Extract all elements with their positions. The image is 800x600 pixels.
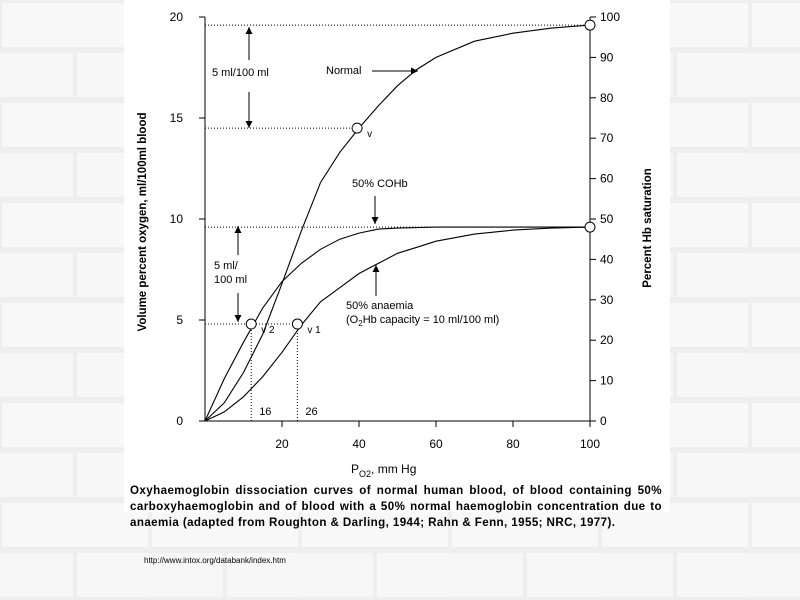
point-marker: [352, 123, 362, 133]
point-marker: [246, 319, 256, 329]
label-cohb: 50% COHb: [352, 178, 408, 190]
figure-caption: Oxyhaemoglobin dissociation curves of normal human blood, of blood containing 50% carboxyhaemoglobin and of blood with a 50% normal haemoglobin concentration due to anaemia (adapted from Roughton & Darling, 1944; Rahn & Fenn, 1955; NRC, 1977).: [130, 484, 662, 529]
y-axis-label: Volume percent oxygen, ml/100ml blood: [137, 112, 149, 332]
y2-tick-label: 40: [600, 252, 614, 267]
point-marker: [292, 319, 302, 329]
y2-tick-label: 100: [600, 10, 621, 24]
point-label: v: [367, 129, 373, 141]
x-tick-label: 60: [429, 437, 443, 451]
guide-value-label: 26: [305, 406, 318, 418]
diff-top-arrow-up-head: [246, 27, 253, 34]
normal-arrow-head: [411, 68, 418, 75]
label-diff-top: 5 ml/100 ml: [212, 67, 269, 79]
x-tick-label: 20: [275, 437, 289, 451]
y2-tick-label: 50: [600, 212, 614, 226]
y-tick-label: 5: [176, 313, 183, 327]
guide-value-label: 16: [259, 406, 272, 418]
y2-tick-label: 90: [600, 50, 614, 65]
y2-tick-label: 60: [600, 171, 614, 186]
label-diff-bottom-1: 5 ml/: [214, 260, 238, 272]
source-url: http://www.intox.org/databank/index.htm: [144, 556, 286, 565]
y2-axis-label: Percent Hb saturation: [642, 168, 654, 288]
point-label: v 2: [261, 325, 275, 337]
y2-tick-label: 0: [600, 414, 607, 428]
guides: [205, 25, 590, 421]
series-lines: [205, 25, 590, 421]
y2-tick-label: 70: [600, 131, 614, 146]
label-anaemia-capacity: ($O_2Hb$ capacity = 10 ml/100 ml): [346, 314, 500, 328]
diff-bottom-arrow-down-head: [235, 315, 242, 322]
label-anaemia: 50% anaemia: [346, 300, 414, 312]
series-line-0: [205, 25, 590, 421]
y-tick-label: 0: [176, 414, 183, 428]
x-tick-label: 100: [579, 437, 601, 451]
label-diff-bottom-2: 100 ml: [214, 274, 248, 286]
x-axis-label: $P_{O2}$, mm Hg: [351, 462, 417, 479]
point-label: v 1: [307, 325, 321, 337]
y2-tick-label: 80: [600, 90, 614, 105]
y-tick-label: 15: [169, 111, 183, 125]
point-marker: [585, 222, 595, 232]
x-tick-label: 80: [506, 437, 520, 451]
y-tick-label: 20: [169, 10, 183, 24]
y2-tick-label: 30: [600, 292, 614, 307]
point-marker: [585, 20, 595, 30]
cohb-arrow-head: [372, 217, 379, 224]
y2-tick-label: 10: [600, 373, 614, 388]
x-tick-label: 40: [352, 437, 366, 451]
label-normal: Normal: [326, 65, 362, 77]
y2-tick-label: 20: [600, 333, 614, 348]
diff-top-arrow-down-head: [246, 121, 253, 128]
y-tick-label: 10: [169, 212, 183, 226]
